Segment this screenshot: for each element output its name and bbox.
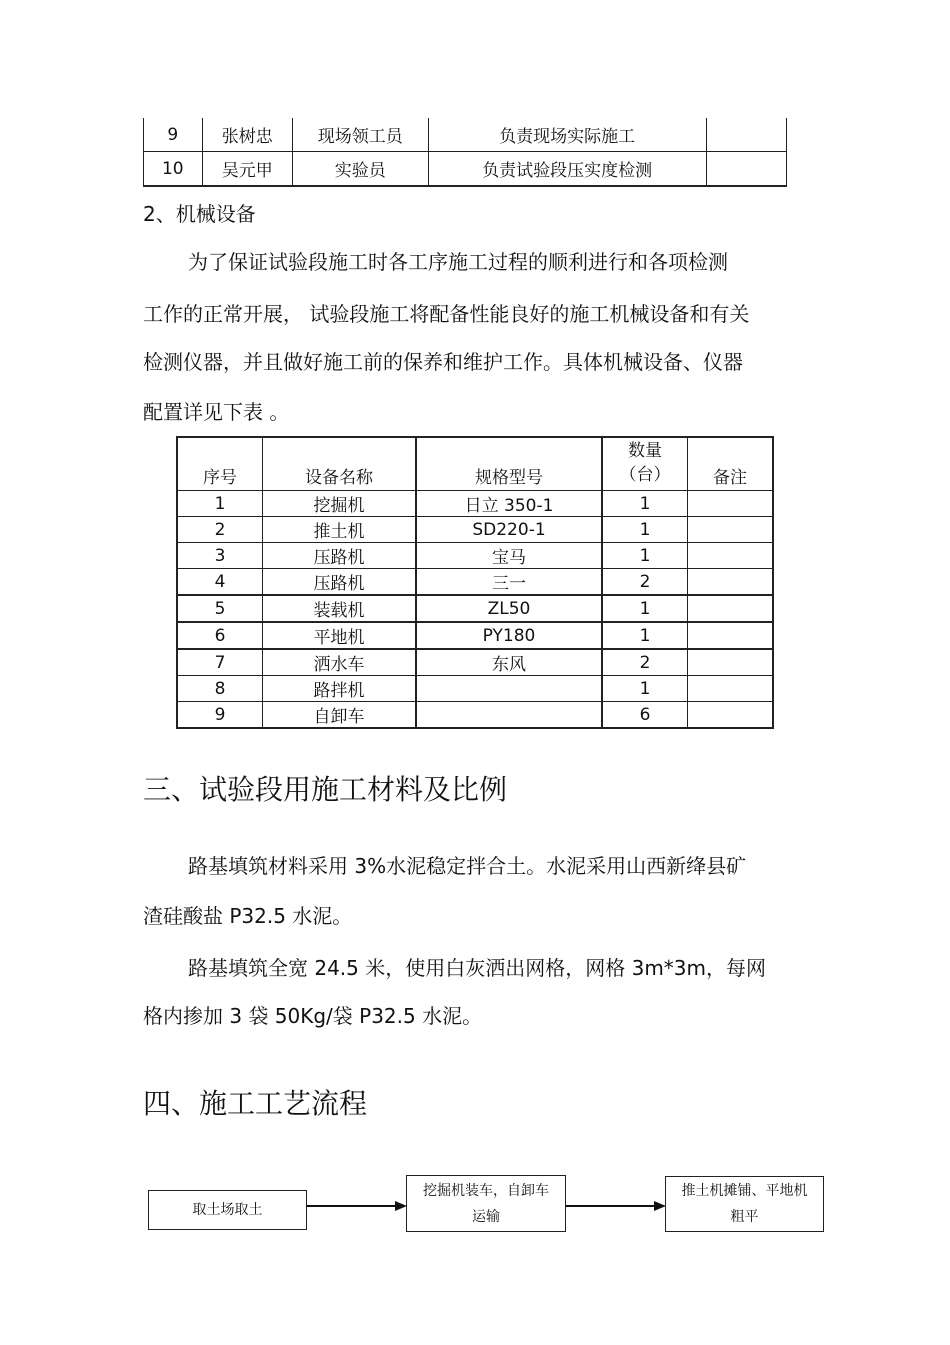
paragraph-line: 路基填筑材料采用 3%水泥稳定拌合土。水泥采用山西新绛县矿 <box>188 854 747 878</box>
equipment-table-cell: 洒水车 <box>263 649 417 676</box>
equipment-table-cell: 2 <box>602 569 688 596</box>
equipment-table-header <box>177 437 773 491</box>
header-cell-quantity <box>602 437 688 491</box>
staff-table-cell: 张树忠 <box>202 118 292 152</box>
flow-arrow-line <box>565 1205 655 1207</box>
equipment-table-row <box>177 595 773 622</box>
staff-table-cell: 现场领工员 <box>292 118 428 152</box>
paragraph-line: 路基填筑全宽 24.5 米，使用白灰洒出网格，网格 3m*3m，每网 <box>188 956 767 980</box>
equipment-table-cell: 5 <box>177 595 263 622</box>
staff-table-cell: 实验员 <box>292 152 428 187</box>
header-cell: 规格型号 <box>416 437 602 491</box>
equipment-table-cell: 压路机 <box>263 569 417 596</box>
flow-box-label: 挖掘机装车，自卸车 <box>423 1182 549 1199</box>
flow-box-borrow-soil <box>148 1190 307 1230</box>
equipment-table-cell: SD220-1 <box>416 517 602 543</box>
equipment-table-row <box>177 517 773 543</box>
equipment-table-cell: 挖掘机 <box>263 491 417 517</box>
equipment-table-cell: 自卸车 <box>263 702 417 729</box>
staff-table-row <box>144 118 787 152</box>
equipment-table-cell: 4 <box>177 569 263 596</box>
flow-box-spread-grade <box>665 1176 824 1232</box>
section-title-4: 四、施工工艺流程 <box>143 1087 368 1120</box>
equipment-table-cell <box>688 622 774 649</box>
flow-box-label: 粗平 <box>730 1209 759 1225</box>
equipment-table-cell <box>688 649 774 676</box>
equipment-table-cell: 平地机 <box>263 622 417 649</box>
equipment-table-cell: 2 <box>177 517 263 543</box>
staff-table-cell: 负责试验段压实度检测 <box>428 152 706 187</box>
equipment-table-cell: 压路机 <box>263 543 417 569</box>
equipment-table-cell <box>416 702 602 729</box>
equipment-table-cell: 日立 350-1 <box>416 491 602 517</box>
equipment-table-cell: 7 <box>177 649 263 676</box>
equipment-table-cell: 1 <box>602 595 688 622</box>
staff-table-cell <box>706 118 786 152</box>
equipment-table-cell: 9 <box>177 702 263 729</box>
equipment-table-row <box>177 622 773 649</box>
equipment-table-cell: 6 <box>177 622 263 649</box>
equipment-table-cell: 1 <box>602 676 688 702</box>
header-cell: 设备名称 <box>263 437 417 491</box>
equipment-table-cell: 三一 <box>416 569 602 596</box>
flow-arrow-line <box>306 1205 396 1207</box>
equipment-table-row <box>177 676 773 702</box>
staff-table-cell: 9 <box>144 118 203 152</box>
equipment-table-cell: 装载机 <box>263 595 417 622</box>
equipment-table-cell <box>688 491 774 517</box>
staff-table-row <box>144 152 787 187</box>
equipment-table-cell: 1 <box>602 517 688 543</box>
paragraph-line: 检测仪器，并且做好施工前的保养和维护工作。具体机械设备、仪器 <box>143 350 743 374</box>
section-title-3: 三、试验段用施工材料及比例 <box>143 773 508 806</box>
staff-table-cell: 负责现场实际施工 <box>428 118 706 152</box>
paragraph-line: 为了保证试验段施工时各工序施工过程的顺利进行和各项检测 <box>188 250 728 274</box>
equipment-table-cell <box>688 702 774 729</box>
equipment-table-cell: PY180 <box>416 622 602 649</box>
paragraph-line: 配置详见下表 。 <box>143 400 290 424</box>
equipment-table-cell: 1 <box>602 491 688 517</box>
staff-table-cell: 吴元甲 <box>202 152 292 187</box>
equipment-table-cell: 推土机 <box>263 517 417 543</box>
equipment-table-cell: 路拌机 <box>263 676 417 702</box>
section-heading-machinery: 2、机械设备 <box>143 202 256 226</box>
equipment-table-row <box>177 702 773 729</box>
equipment-table-row <box>177 543 773 569</box>
staff-table-cell <box>706 152 786 187</box>
equipment-table-cell: 东风 <box>416 649 602 676</box>
flow-box-label: 推土机摊铺、平地机 <box>681 1183 808 1199</box>
flow-box-excavate-load <box>406 1175 566 1232</box>
equipment-table-cell: 1 <box>602 543 688 569</box>
equipment-table-cell: 宝马 <box>416 543 602 569</box>
staff-table-cell: 10 <box>144 152 203 187</box>
equipment-table-cell: 1 <box>602 622 688 649</box>
equipment-table-cell <box>688 569 774 596</box>
equipment-table-cell: 3 <box>177 543 263 569</box>
paragraph-line: 格内掺加 3 袋 50Kg/袋 P32.5 水泥。 <box>143 1004 483 1028</box>
paragraph-line: 渣硅酸盐 P32.5 水泥。 <box>143 904 353 928</box>
staff-table <box>143 118 787 187</box>
equipment-table-cell: 6 <box>602 702 688 729</box>
paragraph-line: 工作的正常开展， 试验段施工将配备性能良好的施工机械设备和有关 <box>143 302 750 326</box>
equipment-table-cell: 8 <box>177 676 263 702</box>
equipment-table-cell <box>688 543 774 569</box>
equipment-table-cell: ZL50 <box>416 595 602 622</box>
header-cell: 备注 <box>688 437 774 491</box>
equipment-table-cell <box>688 517 774 543</box>
header-cell: 序号 <box>177 437 263 491</box>
equipment-table-row <box>177 491 773 517</box>
equipment-table-cell: 1 <box>177 491 263 517</box>
equipment-table-cell: 2 <box>602 649 688 676</box>
flow-box-label: 运输 <box>472 1208 500 1225</box>
equipment-table <box>176 436 774 729</box>
equipment-table-cell <box>416 676 602 702</box>
equipment-table-cell <box>688 595 774 622</box>
header-quantity-line1: 数量 <box>628 441 662 461</box>
equipment-table-cell <box>688 676 774 702</box>
equipment-table-row <box>177 569 773 596</box>
equipment-table-row <box>177 649 773 676</box>
header-quantity-line2: （台） <box>619 465 671 485</box>
flow-box-label: 取土场取土 <box>192 1202 263 1218</box>
